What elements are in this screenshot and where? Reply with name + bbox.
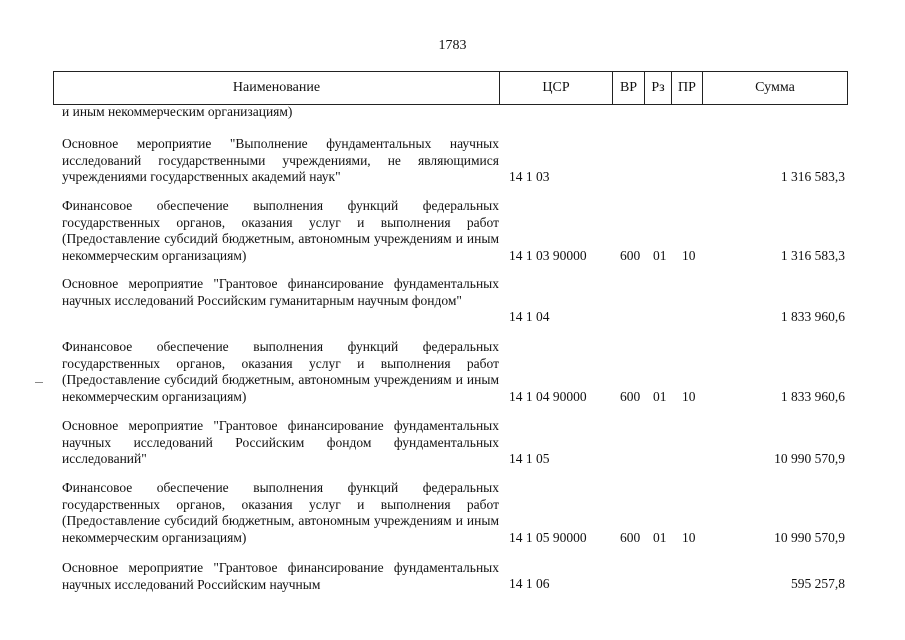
table-row xyxy=(62,276,852,325)
row-csr: 14 1 05 90000 xyxy=(509,529,587,545)
header-csr: ЦСР xyxy=(500,72,613,104)
row-pr: 10 xyxy=(682,247,696,263)
row-rz: 01 xyxy=(653,388,667,404)
table-row xyxy=(62,418,852,467)
row-vr: 600 xyxy=(620,388,641,404)
row-vr: 600 xyxy=(620,529,641,545)
row-name: Основное мероприятие "Грантовое финансирование фундаментальных научных исследований Российским фондом фундаментальных исследований" xyxy=(62,418,499,466)
row-pr: 10 xyxy=(682,388,696,404)
row-csr: 14 1 03 90000 xyxy=(509,247,587,263)
header-vr: ВР xyxy=(613,72,645,104)
row-name: Финансовое обеспечение выполнения функций федеральных государственных органов, оказания услуг и выполнения работ (Предоставление субсидий бюджетным, автономным учреждениям и иным некоммерческим организациям) xyxy=(62,480,499,545)
row-sum: 1 833 960,6 xyxy=(780,308,845,324)
table-row xyxy=(62,136,852,185)
table-row xyxy=(62,480,852,546)
header-pr: ПР xyxy=(672,72,703,104)
row-csr: 14 1 05 xyxy=(509,450,550,466)
table-header xyxy=(53,71,848,105)
row-sum: 1 833 960,6 xyxy=(780,388,845,404)
row-name: Финансовое обеспечение выполнения функций федеральных государственных органов, оказания услуг и выполнения работ (Предоставление субсидий бюджетным, автономным учреждениям и иным некоммерческим организациям) xyxy=(62,339,499,404)
continued-text: и иным некоммерческим организациям) xyxy=(62,104,293,119)
row-csr: 14 1 06 xyxy=(509,575,550,591)
row-name: Финансовое обеспечение выполнения функций федеральных государственных органов, оказания услуг и выполнения работ (Предоставление субсидий бюджетным, автономным учреждениям и иным некоммерческим организациям) xyxy=(62,198,499,263)
header-sum: Сумма xyxy=(755,80,795,95)
row-sum: 1 316 583,3 xyxy=(780,247,845,263)
row-vr: 600 xyxy=(620,247,641,263)
row-csr: 14 1 04 xyxy=(509,308,550,324)
row-name: Основное мероприятие "Выполнение фундаментальных научных исследований государственными учреждениями, не являющимися учреждениями государственных академий наук" xyxy=(62,136,499,184)
row-name: Основное мероприятие "Грантовое финансирование фундаментальных научных исследований Российским научным xyxy=(62,560,499,592)
row-rz: 01 xyxy=(653,247,667,263)
row-sum: 10 990 570,9 xyxy=(774,529,845,545)
header-rz: Рз xyxy=(645,72,672,104)
row-name: Основное мероприятие "Грантовое финансирование фундаментальных научных исследований Российским гуманитарным научным фондом" xyxy=(62,276,499,308)
table-row xyxy=(62,198,852,264)
row-csr: 14 1 03 xyxy=(509,168,550,184)
row-sum: 10 990 570,9 xyxy=(774,450,845,466)
row-sum: 1 316 583,3 xyxy=(780,168,845,184)
row-rz: 01 xyxy=(653,529,667,545)
header-name: Наименование xyxy=(54,72,500,104)
row-csr: 14 1 04 90000 xyxy=(509,388,587,404)
row-pr: 10 xyxy=(682,529,696,545)
table-row xyxy=(62,560,852,595)
margin-mark xyxy=(35,382,43,383)
table-row xyxy=(62,339,852,405)
page-number: 1783 xyxy=(438,38,467,53)
row-sum: 595 257,8 xyxy=(791,575,845,591)
